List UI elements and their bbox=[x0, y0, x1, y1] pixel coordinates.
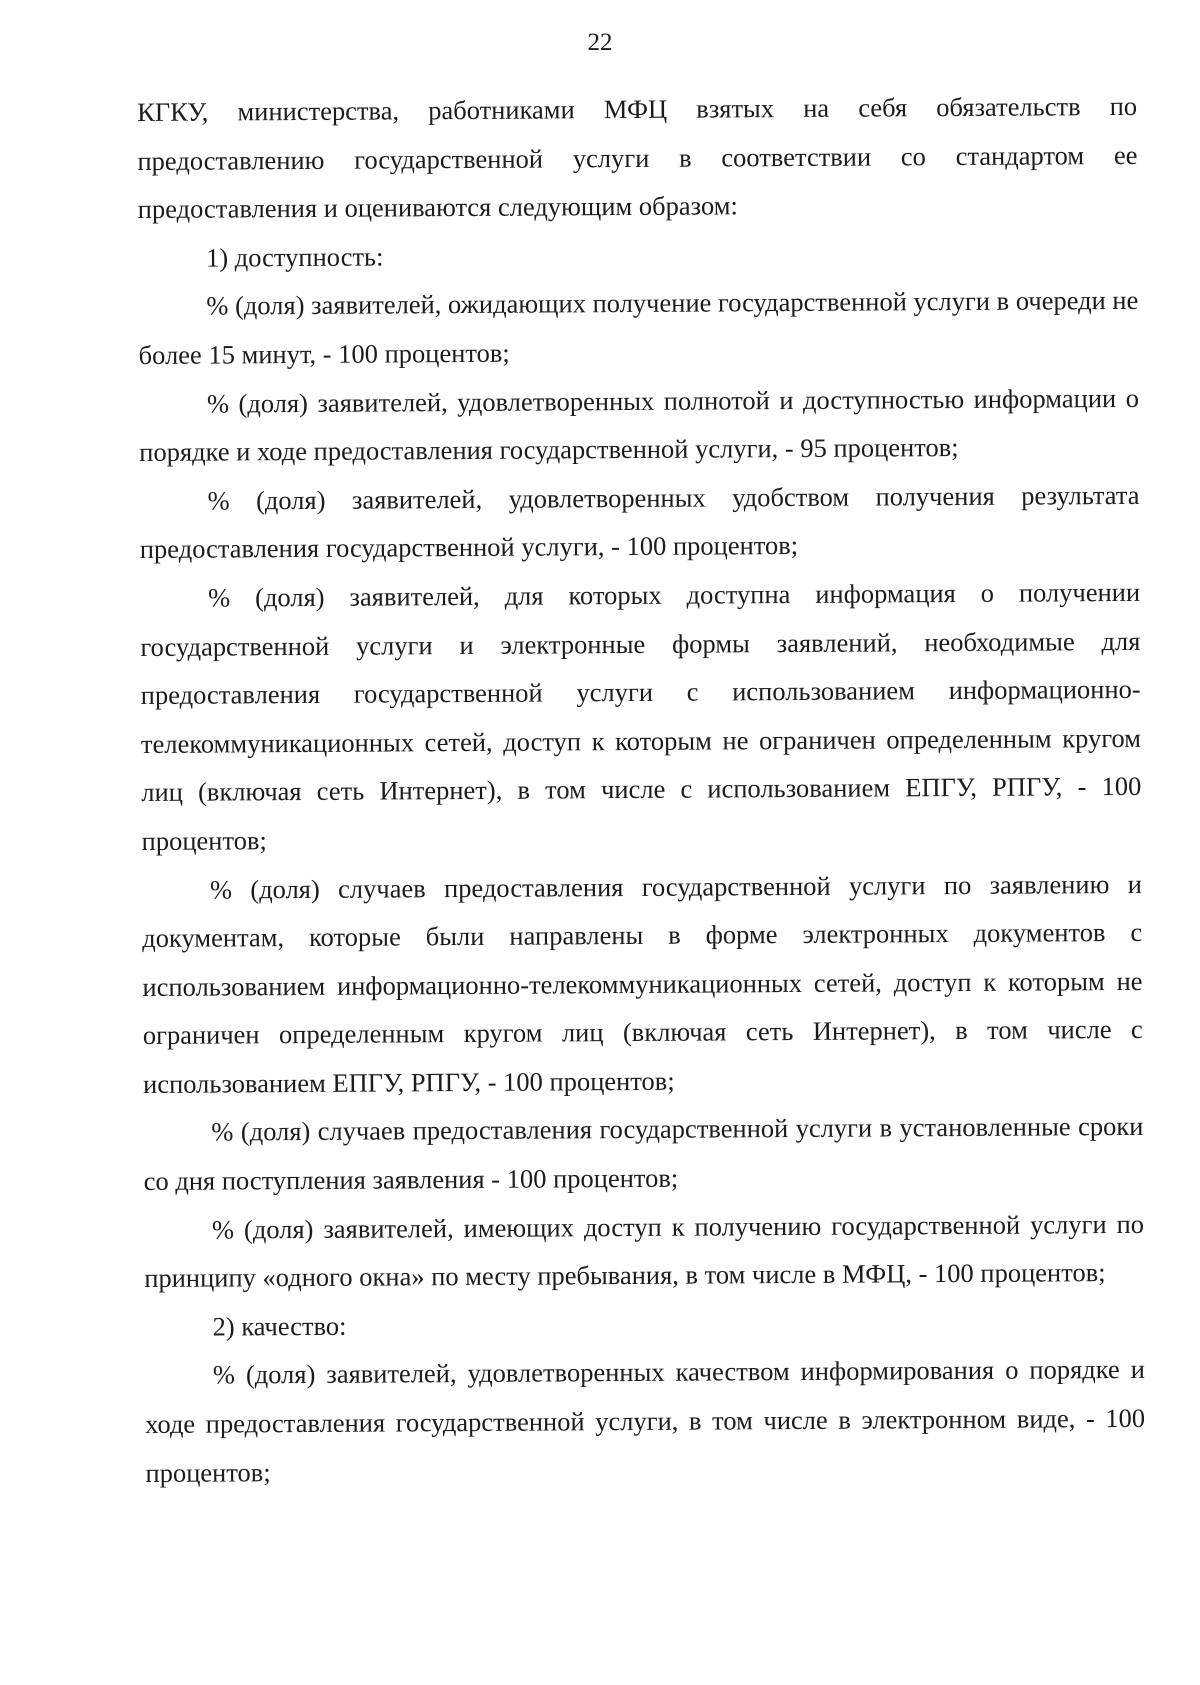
document-body bbox=[137, 82, 1146, 1497]
paragraph: % (доля) случаев предоставления государственной услуги по заявлению и документам, которые были направлены в форме электронных документов с использованием информационно-телекоммуникационных сетей, доступ к которым не ограничен определенным кругом лиц (включая сеть Интернет), в том числе с использованием ЕПГУ, РПГУ, - 100 процентов; bbox=[142, 868, 1143, 1099]
page-number: 22 bbox=[587, 29, 613, 56]
paragraph: КГКУ, министерства, работниками МФЦ взятых на себя обязательств по предоставлению государственной услуги в соответствии со стандартом ее предоставления и оцениваются следующим образом: bbox=[137, 90, 1138, 225]
paragraph: % (доля) заявителей, для которых доступна информация о получении государственной услуги и электронные формы заявлений, необходимые для предоставления государственной услуги с использованием информационно-телекоммуникационных сетей, доступ к которым не ограничен определенным кругом лиц (включая сеть Интернет), в том числе с использованием ЕПГУ, РПГУ, - 100 процентов; bbox=[140, 576, 1142, 856]
paragraph: % (доля) заявителей, удовлетворенных качеством информирования о порядке и ходе предоставления государственной услуги, в том числе в электронном виде, - 100 процентов; bbox=[145, 1354, 1146, 1488]
section-heading-accessibility: 1) доступность: bbox=[205, 241, 384, 273]
paragraph: % (доля) случаев предоставления государственной услуги в установленные сроки со дня поступления заявления - 100 процентов; bbox=[143, 1111, 1144, 1197]
section-heading-quality: 2) качество: bbox=[212, 1310, 347, 1342]
paragraph: % (доля) заявителей, имеющих доступ к получению государственной услуги по принципу «одного окна» по месту пребывания, в том числе в МФЦ, - 100 процентов; bbox=[144, 1208, 1145, 1294]
paragraph: % (доля) заявителей, удовлетворенных удобством получения результата предоставления государственной услуги, - 100 процентов; bbox=[139, 479, 1140, 565]
paragraph: % (доля) заявителей, ожидающих получение государственной услуги в очереди не более 15 минут, - 100 процентов; bbox=[138, 285, 1139, 370]
paragraph: % (доля) заявителей, удовлетворенных полнотой и доступностью информации о порядке и ходе предоставления государственной услуги, - 95 процентов; bbox=[139, 382, 1140, 468]
